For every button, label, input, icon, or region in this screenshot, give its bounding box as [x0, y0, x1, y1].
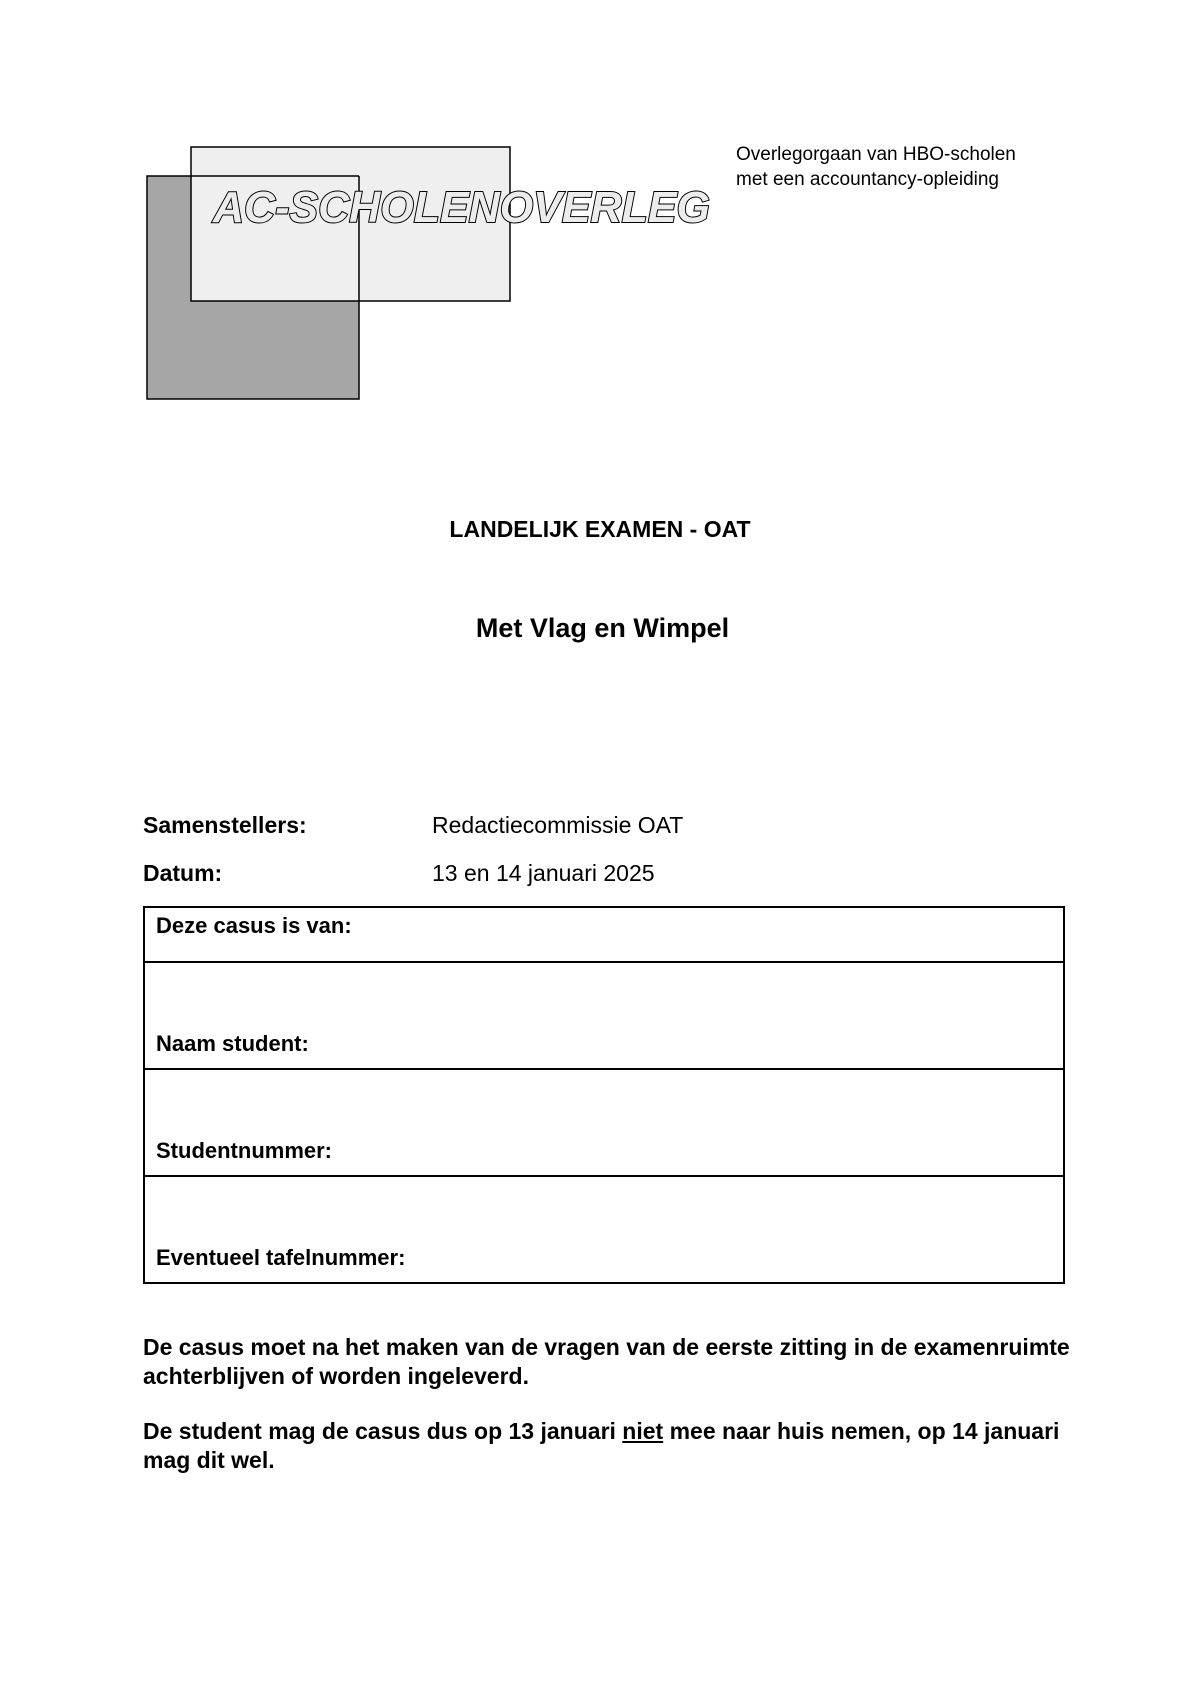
student-name-label: Naam student:	[156, 1031, 309, 1056]
case-title: Met Vlag en Wimpel	[475, 613, 730, 643]
instruction-paragraph: De casus moet na het maken van de vragen van de eerste zitting in de examenruimte achterblijven of worden ingeleverd.	[143, 1334, 1070, 1389]
student-info-box	[143, 906, 1065, 1284]
date-value: 13 en 14 januari 2025	[432, 860, 655, 886]
table-number-field[interactable]	[145, 1175, 1063, 1282]
emphasis-underlined: niet	[622, 1418, 664, 1444]
student-number-label: Studentnummer:	[156, 1138, 332, 1163]
composers-label: Samenstellers:	[143, 812, 307, 838]
table-number-label: Eventueel tafelnummer:	[156, 1245, 406, 1270]
owner-row	[145, 908, 1063, 961]
composers-value: Redactiecommissie OAT	[432, 812, 684, 838]
date-label: Datum:	[143, 860, 223, 886]
exam-title: LANDELIJK EXAMEN - OAT	[449, 516, 751, 542]
student-number-field[interactable]	[145, 1068, 1063, 1175]
logo-wordmark: AC-SCHOLENOVERLEG	[212, 183, 710, 232]
org-description-line: met een accountancy-opleiding	[736, 169, 1000, 190]
instruction-paragraph-2	[143, 1417, 1083, 1475]
ac-scholenoverleg-logo	[0, 0, 1200, 420]
student-name-field[interactable]	[145, 961, 1063, 1068]
instruction-text: mee naar huis nemen, op 14 januari mag dit wel.	[143, 1418, 1060, 1473]
org-description-line: Overlegorgaan van HBO-scholen	[736, 144, 1016, 165]
org-description	[736, 142, 1016, 192]
instruction-text: De student mag de casus dus op 13 januari	[143, 1418, 623, 1444]
owner-label: Deze casus is van:	[156, 913, 352, 938]
